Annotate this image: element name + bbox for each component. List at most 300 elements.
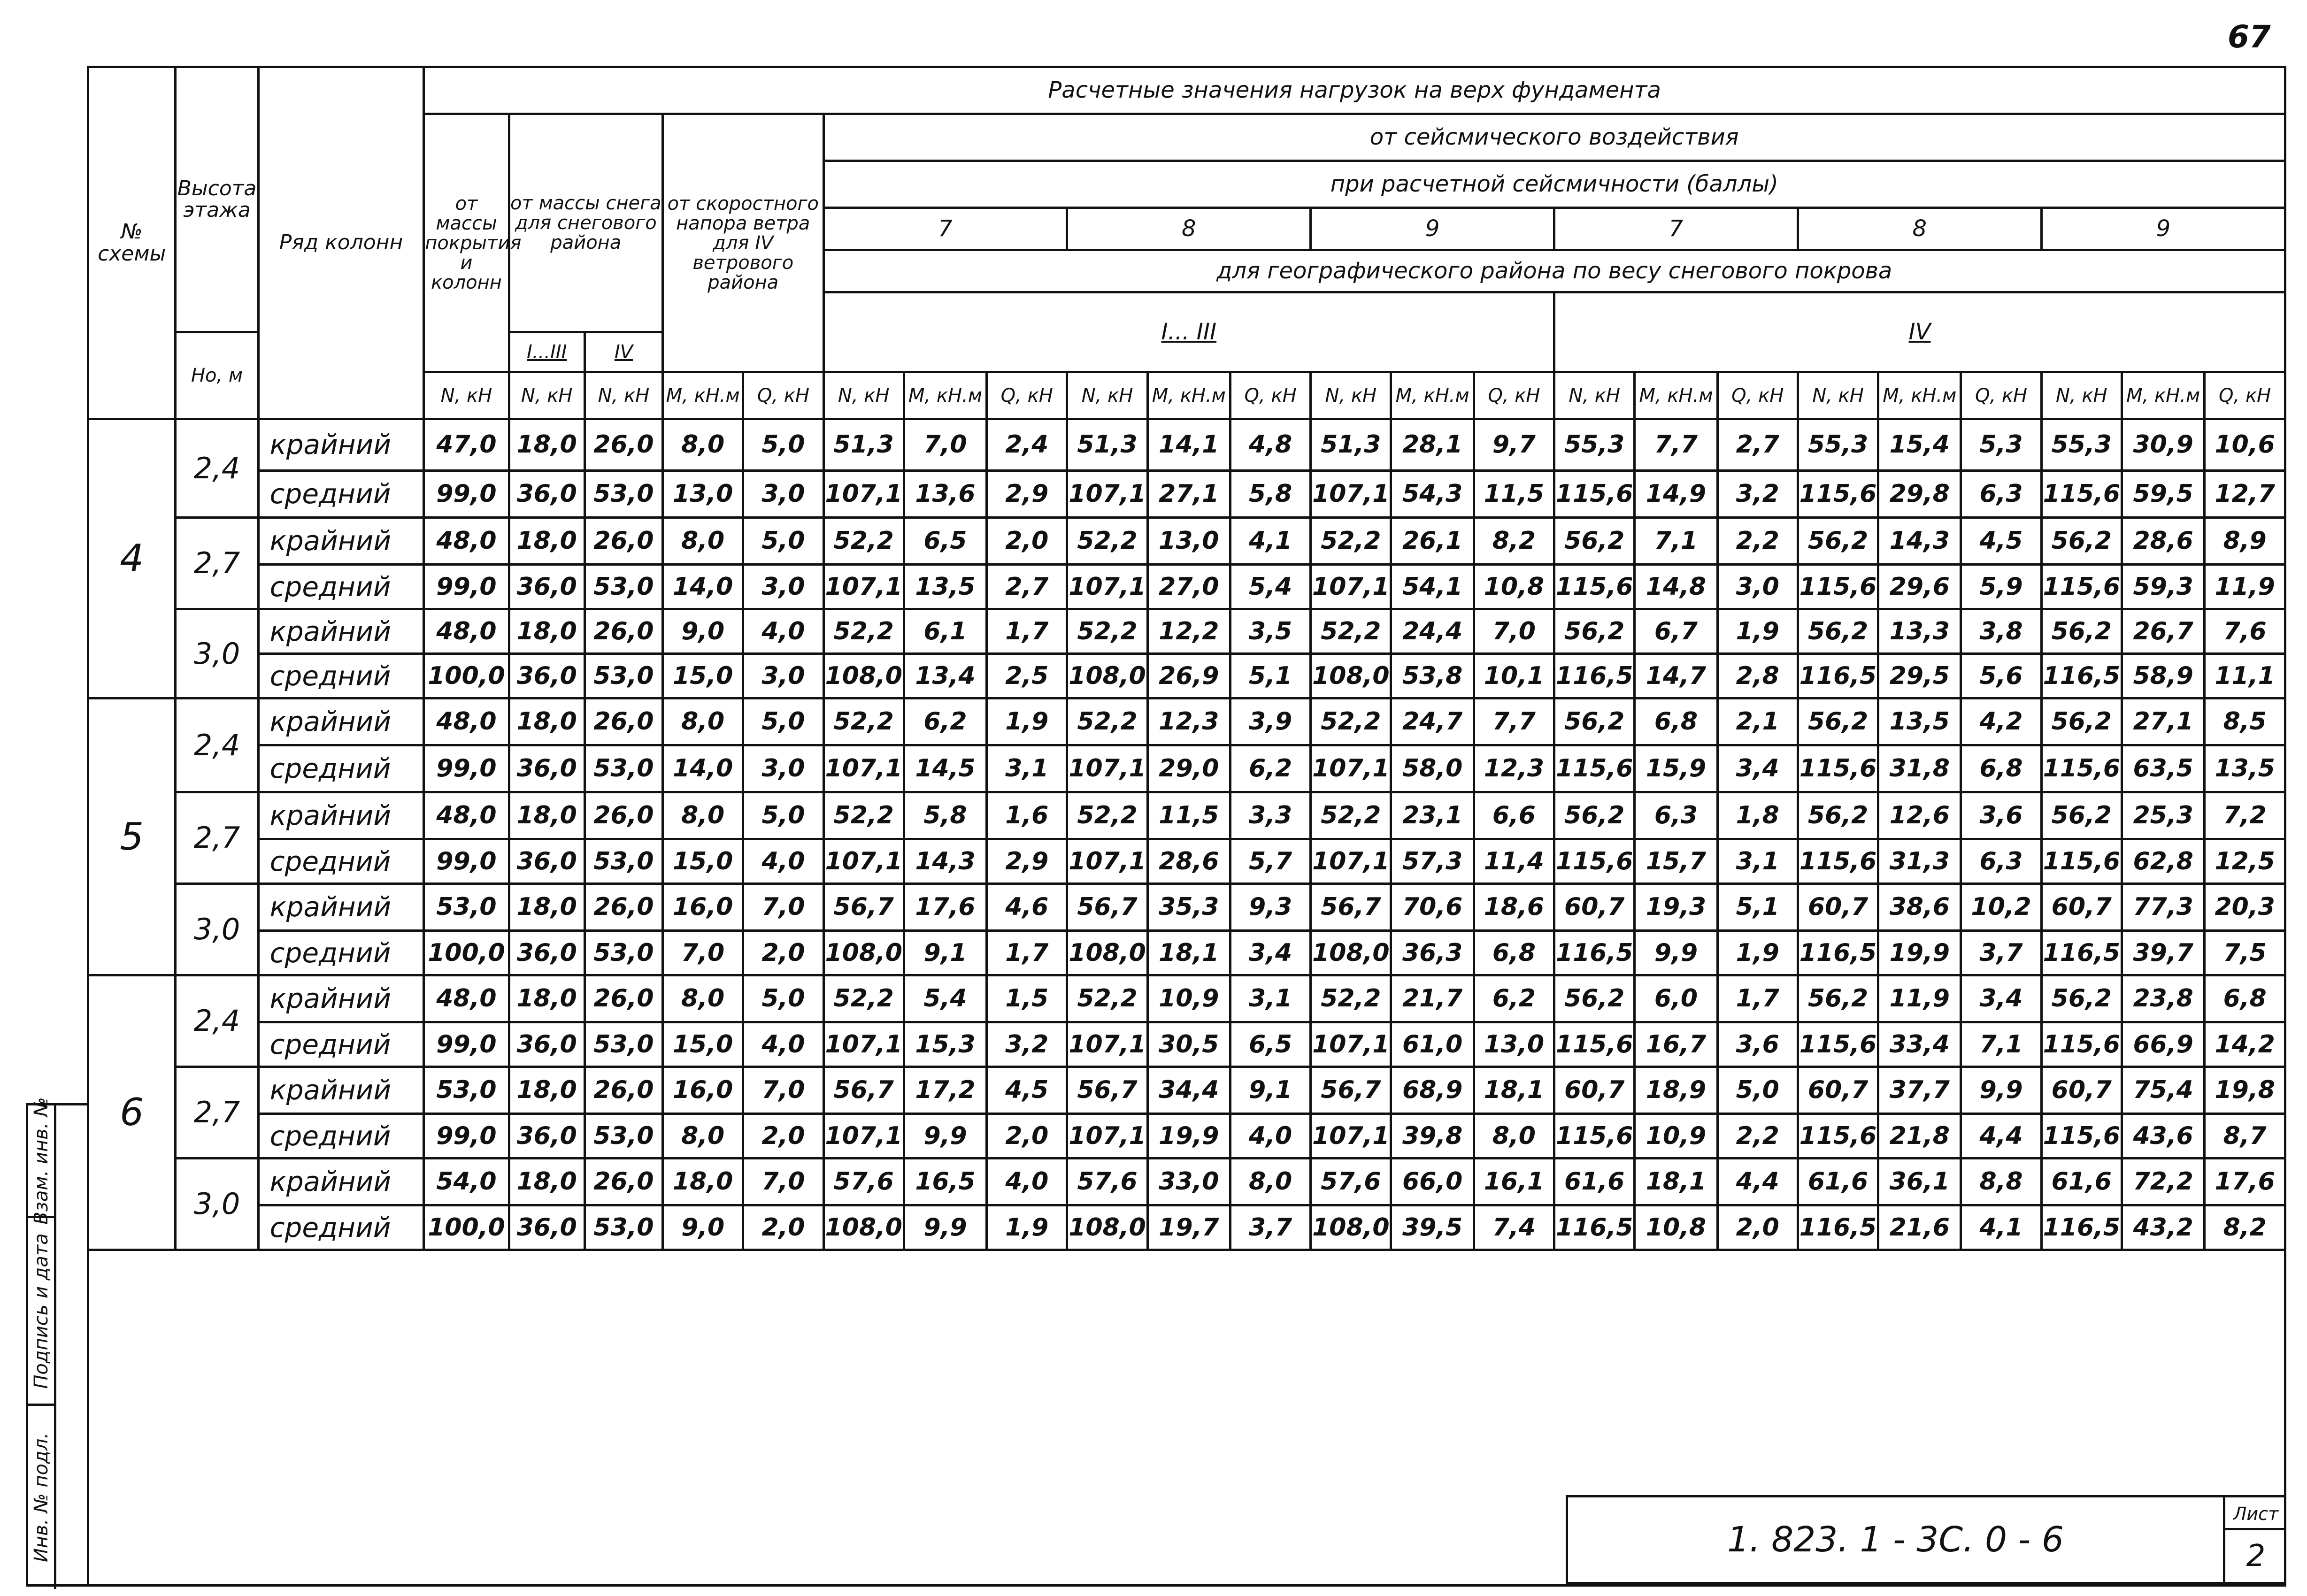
value-cell: 77,3 [2122,884,2204,931]
value-cell: 115,6 [1554,471,1635,518]
column-row-type: средний [258,839,424,884]
value-cell: 115,6 [1798,745,1878,792]
value-cell: 27,0 [1147,565,1230,609]
value-cell: 66,0 [1391,1159,1474,1205]
value-cell: 116,5 [1554,1205,1635,1250]
value-cell: 5,1 [1717,884,1798,931]
value-cell: 115,6 [1798,1022,1878,1067]
value-cell: 99,0 [424,471,509,518]
value-cell: 3,6 [1717,1022,1798,1067]
value-cell: 21,8 [1878,1114,1961,1159]
value-cell: 2,5 [987,654,1067,698]
value-cell: 18,0 [509,975,584,1022]
value-cell: 1,7 [987,931,1067,975]
value-cell: 3,0 [1717,565,1798,609]
value-cell: 14,3 [904,839,986,884]
value-cell: 7,0 [663,931,743,975]
value-cell: 36,1 [1878,1159,1961,1205]
table-row [88,518,2285,565]
value-cell: 4,2 [1961,698,2041,745]
value-cell: 24,4 [1391,609,1474,654]
value-cell: 7,0 [743,1067,823,1114]
table-row [88,1022,2285,1067]
column-row-type: средний [258,565,424,609]
value-cell: 15,3 [904,1022,986,1067]
value-cell: 39,7 [2122,931,2204,975]
value-cell: 48,0 [424,792,509,839]
value-cell: 8,0 [663,419,743,471]
value-cell: 14,7 [1635,654,1717,698]
value-cell: 27,1 [2122,698,2204,745]
value-cell: 48,0 [424,698,509,745]
value-cell: 9,7 [1474,419,1554,471]
value-cell: 6,8 [2205,975,2285,1022]
unit-header: N, кН [1311,372,1391,419]
floor-height: 2,4 [176,698,258,792]
value-cell: 3,7 [1230,1205,1310,1250]
value-cell: 1,5 [987,975,1067,1022]
value-cell: 33,4 [1878,1022,1961,1067]
value-cell: 52,2 [1311,792,1391,839]
page-number: 67 [2228,19,2271,55]
value-cell: 8,7 [2205,1114,2285,1159]
value-cell: 115,6 [1554,1022,1635,1067]
value-cell: 61,6 [2041,1159,2122,1205]
value-cell: 5,7 [1230,839,1310,884]
value-cell: 3,3 [1230,792,1310,839]
value-cell: 26,0 [584,1159,662,1205]
unit-header: N, кН [584,372,662,419]
value-cell: 10,8 [1635,1205,1717,1250]
value-cell: 6,5 [1230,1022,1310,1067]
value-cell: 70,6 [1391,884,1474,931]
value-cell: 4,8 [1230,419,1310,471]
column-row-type: крайний [258,609,424,654]
value-cell: 36,3 [1391,931,1474,975]
floor-height: 2,4 [176,419,258,518]
value-cell: 57,3 [1391,839,1474,884]
value-cell: 107,1 [1311,1022,1391,1067]
value-cell: 48,0 [424,609,509,654]
value-cell: 56,2 [2041,518,2122,565]
value-cell: 28,6 [1147,839,1230,884]
value-cell: 10,6 [2205,419,2285,471]
value-cell: 2,7 [987,565,1067,609]
value-cell: 9,9 [904,1114,986,1159]
column-row-type: средний [258,1022,424,1067]
value-cell: 30,5 [1147,1022,1230,1067]
floor-height: 3,0 [176,884,258,975]
value-cell: 5,0 [1717,1067,1798,1114]
value-cell: 56,2 [1554,975,1635,1022]
value-cell: 26,0 [584,698,662,745]
value-cell: 3,2 [1717,471,1798,518]
value-cell: 8,0 [663,698,743,745]
value-cell: 51,3 [823,419,904,471]
value-cell: 53,0 [584,1022,662,1067]
unit-header: N, кН [1067,372,1147,419]
floor-height: 2,4 [176,975,258,1067]
value-cell: 107,1 [1067,1022,1147,1067]
value-cell: 3,4 [1230,931,1310,975]
value-cell: 116,5 [1554,654,1635,698]
value-cell: 19,8 [2205,1067,2285,1114]
value-cell: 3,2 [987,1022,1067,1067]
value-cell: 53,0 [584,471,662,518]
unit-header: M, кН.м [904,372,986,419]
value-cell: 18,0 [509,884,584,931]
value-cell: 11,9 [2205,565,2285,609]
value-cell: 6,0 [1635,975,1717,1022]
value-cell: 19,3 [1635,884,1717,931]
value-cell: 12,3 [1474,745,1554,792]
value-cell: 43,6 [2122,1114,2204,1159]
value-cell: 12,5 [2205,839,2285,884]
value-cell: 5,0 [743,698,823,745]
column-row-type: крайний [258,518,424,565]
value-cell: 7,7 [1635,419,1717,471]
value-cell: 13,5 [1878,698,1961,745]
column-row-type: средний [258,471,424,518]
value-cell: 16,0 [663,884,743,931]
value-cell: 99,0 [424,1022,509,1067]
value-cell: 4,6 [987,884,1067,931]
value-cell: 53,0 [584,654,662,698]
value-cell: 53,8 [1391,654,1474,698]
header-wind: от скоростного напора ветра для IV ветрового района [663,114,824,372]
value-cell: 107,1 [1311,565,1391,609]
value-cell: 56,2 [2041,975,2122,1022]
unit-header: M, кН.м [2122,372,2204,419]
value-cell: 7,0 [1474,609,1554,654]
value-cell: 2,7 [1717,419,1798,471]
value-cell: 9,3 [1230,884,1310,931]
value-cell: 13,3 [1878,609,1961,654]
value-cell: 8,0 [1230,1159,1310,1205]
value-cell: 8,0 [663,1114,743,1159]
value-cell: 2,8 [1717,654,1798,698]
value-cell: 36,0 [509,565,584,609]
value-cell: 56,2 [1554,609,1635,654]
value-cell: 14,8 [1635,565,1717,609]
value-cell: 13,5 [904,565,986,609]
value-cell: 115,6 [1554,565,1635,609]
value-cell: 115,6 [2041,839,2122,884]
value-cell: 5,0 [743,419,823,471]
value-cell: 20,3 [2205,884,2285,931]
value-cell: 18,0 [509,792,584,839]
value-cell: 12,6 [1878,792,1961,839]
unit-header: N, кН [2041,372,2122,419]
value-cell: 53,0 [424,884,509,931]
header-snow-region-1-3: I...III [509,332,584,372]
value-cell: 29,6 [1878,565,1961,609]
table-row [88,565,2285,609]
scheme-number: 5 [88,698,176,975]
value-cell: 36,0 [509,654,584,698]
value-cell: 107,1 [823,471,904,518]
column-row-type: крайний [258,419,424,471]
value-cell: 115,6 [1798,1114,1878,1159]
value-cell: 60,7 [1554,884,1635,931]
sheet-number: 2 [2246,1539,2266,1573]
value-cell: 115,6 [1554,839,1635,884]
value-cell: 115,6 [1554,1114,1635,1159]
side-label-signature: Подпись и дата [30,1233,52,1389]
value-cell: 18,1 [1474,1067,1554,1114]
value-cell: 115,6 [2041,471,2122,518]
value-cell: 36,0 [509,931,584,975]
value-cell: 3,1 [1230,975,1310,1022]
side-label-inv: Инв. № подл. [30,1433,52,1562]
value-cell: 37,7 [1878,1067,1961,1114]
unit-header: Q, кН [1474,372,1554,419]
table-row [88,1159,2285,1205]
value-cell: 8,8 [1961,1159,2041,1205]
value-cell: 47,0 [424,419,509,471]
value-cell: 53,0 [584,839,662,884]
value-cell: 116,5 [1798,654,1878,698]
value-cell: 5,0 [743,792,823,839]
value-cell: 6,8 [1961,745,2041,792]
value-cell: 39,8 [1391,1114,1474,1159]
value-cell: 107,1 [1311,471,1391,518]
value-cell: 2,9 [987,839,1067,884]
side-label-replace: Взам. инв. № [30,1097,52,1225]
column-row-type: крайний [258,1067,424,1114]
value-cell: 15,7 [1635,839,1717,884]
value-cell: 18,0 [509,518,584,565]
value-cell: 26,0 [584,975,662,1022]
value-cell: 15,0 [663,654,743,698]
value-cell: 11,4 [1474,839,1554,884]
floor-height: 2,7 [176,1067,258,1159]
value-cell: 60,7 [1798,1067,1878,1114]
value-cell: 2,4 [987,419,1067,471]
value-cell: 9,9 [1961,1067,2041,1114]
unit-header: N, кН [823,372,904,419]
value-cell: 8,5 [2205,698,2285,745]
header-rating-4: 7 [1554,208,1798,250]
header-snow-mass: от массы снега для снегового района [509,114,662,332]
value-cell: 14,9 [1635,471,1717,518]
value-cell: 7,1 [1961,1022,2041,1067]
value-cell: 29,8 [1878,471,1961,518]
value-cell: 14,5 [904,745,986,792]
value-cell: 68,9 [1391,1067,1474,1114]
value-cell: 3,5 [1230,609,1310,654]
drawing-code: 1. 823. 1 - 3С. 0 - 6 [1568,1497,2225,1582]
value-cell: 4,0 [1230,1114,1310,1159]
value-cell: 56,2 [2041,698,2122,745]
value-cell: 12,3 [1147,698,1230,745]
side-strip [26,1097,87,1587]
value-cell: 27,1 [1147,471,1230,518]
value-cell: 60,7 [2041,884,2122,931]
value-cell: 26,7 [2122,609,2204,654]
value-cell: 116,5 [2041,654,2122,698]
value-cell: 57,6 [823,1159,904,1205]
value-cell: 2,1 [1717,698,1798,745]
sheet-label: Лист [2225,1497,2286,1530]
value-cell: 56,2 [1798,518,1878,565]
value-cell: 52,2 [1311,518,1391,565]
value-cell: 4,0 [987,1159,1067,1205]
unit-header: M, кН.м [1147,372,1230,419]
value-cell: 52,2 [1067,609,1147,654]
value-cell: 100,0 [424,931,509,975]
value-cell: 3,7 [1961,931,2041,975]
side-cell-inv [28,1406,56,1589]
value-cell: 55,3 [2041,419,2122,471]
value-cell: 14,0 [663,745,743,792]
value-cell: 14,3 [1878,518,1961,565]
value-cell: 62,8 [2122,839,2204,884]
value-cell: 53,0 [424,1067,509,1114]
value-cell: 4,4 [1717,1159,1798,1205]
column-row-type: средний [258,931,424,975]
value-cell: 116,5 [2041,931,2122,975]
value-cell: 6,8 [1635,698,1717,745]
value-cell: 14,1 [1147,419,1230,471]
value-cell: 99,0 [424,565,509,609]
value-cell: 115,6 [2041,1114,2122,1159]
value-cell: 4,0 [743,1022,823,1067]
value-cell: 56,2 [1798,792,1878,839]
value-cell: 26,0 [584,792,662,839]
column-row-type: крайний [258,1159,424,1205]
value-cell: 13,6 [904,471,986,518]
value-cell: 52,2 [1311,975,1391,1022]
value-cell: 6,1 [904,609,986,654]
value-cell: 56,2 [2041,609,2122,654]
value-cell: 6,8 [1474,931,1554,975]
value-cell: 3,0 [743,745,823,792]
value-cell: 56,7 [1067,884,1147,931]
value-cell: 3,0 [743,565,823,609]
value-cell: 6,3 [1635,792,1717,839]
value-cell: 53,0 [584,1114,662,1159]
value-cell: 13,0 [1474,1022,1554,1067]
value-cell: 18,0 [509,698,584,745]
value-cell: 10,8 [1474,565,1554,609]
value-cell: 107,1 [1067,565,1147,609]
value-cell: 99,0 [424,745,509,792]
value-cell: 2,9 [987,471,1067,518]
header-main-title: Расчетные значения нагрузок на верх фундамента [424,67,2285,114]
value-cell: 11,5 [1147,792,1230,839]
value-cell: 14,2 [2205,1022,2285,1067]
value-cell: 108,0 [823,1205,904,1250]
value-cell: 3,4 [1961,975,2041,1022]
value-cell: 56,2 [1798,975,1878,1022]
unit-header: N, кН [424,372,509,419]
table-row [88,839,2285,884]
value-cell: 48,0 [424,975,509,1022]
unit-header: N, кН [1798,372,1878,419]
value-cell: 26,0 [584,609,662,654]
value-cell: 15,0 [663,1022,743,1067]
value-cell: 107,1 [823,839,904,884]
header-rating-1: 7 [823,208,1067,250]
value-cell: 59,3 [2122,565,2204,609]
value-cell: 2,2 [1717,1114,1798,1159]
value-cell: 18,0 [509,609,584,654]
value-cell: 36,0 [509,471,584,518]
value-cell: 18,0 [509,1159,584,1205]
header-rating-2: 8 [1067,208,1311,250]
value-cell: 6,3 [1961,839,2041,884]
value-cell: 1,9 [1717,609,1798,654]
value-cell: 4,1 [1230,518,1310,565]
table-row [88,975,2285,1022]
value-cell: 54,1 [1391,565,1474,609]
value-cell: 5,3 [1961,419,2041,471]
value-cell: 56,2 [2041,792,2122,839]
value-cell: 52,2 [823,609,904,654]
value-cell: 116,5 [1798,1205,1878,1250]
value-cell: 25,3 [2122,792,2204,839]
value-cell: 35,3 [1147,884,1230,931]
value-cell: 52,2 [1067,698,1147,745]
value-cell: 9,9 [1635,931,1717,975]
table-row [88,1114,2285,1159]
value-cell: 115,6 [1554,745,1635,792]
value-cell: 8,2 [2205,1205,2285,1250]
column-row-type: крайний [258,975,424,1022]
table-row [88,792,2285,839]
value-cell: 26,0 [584,419,662,471]
column-row-type: средний [258,654,424,698]
value-cell: 3,4 [1717,745,1798,792]
value-cell: 3,9 [1230,698,1310,745]
value-cell: 3,6 [1961,792,2041,839]
value-cell: 11,5 [1474,471,1554,518]
unit-header: Q, кН [1717,372,1798,419]
value-cell: 52,2 [1067,975,1147,1022]
value-cell: 107,1 [1311,839,1391,884]
value-cell: 107,1 [823,1022,904,1067]
value-cell: 52,2 [1311,698,1391,745]
column-row-type: средний [258,1205,424,1250]
value-cell: 5,8 [904,792,986,839]
value-cell: 107,1 [1311,1114,1391,1159]
table-row [88,609,2285,654]
value-cell: 30,9 [2122,419,2204,471]
value-cell: 2,0 [987,1114,1067,1159]
table-row [88,1067,2285,1114]
unit-header: Q, кН [1961,372,2041,419]
value-cell: 8,0 [663,975,743,1022]
value-cell: 18,6 [1474,884,1554,931]
value-cell: 18,9 [1635,1067,1717,1114]
value-cell: 116,5 [1554,931,1635,975]
value-cell: 10,9 [1635,1114,1717,1159]
value-cell: 33,0 [1147,1159,1230,1205]
value-cell: 36,0 [509,1114,584,1159]
value-cell: 12,2 [1147,609,1230,654]
value-cell: 7,6 [2205,609,2285,654]
value-cell: 52,2 [823,792,904,839]
value-cell: 26,0 [584,518,662,565]
floor-height: 2,7 [176,518,258,609]
value-cell: 58,0 [1391,745,1474,792]
value-cell: 3,0 [743,654,823,698]
value-cell: 18,1 [1635,1159,1717,1205]
value-cell: 5,0 [743,975,823,1022]
value-cell: 9,1 [904,931,986,975]
header-region-1-3: I... III [823,292,1554,372]
